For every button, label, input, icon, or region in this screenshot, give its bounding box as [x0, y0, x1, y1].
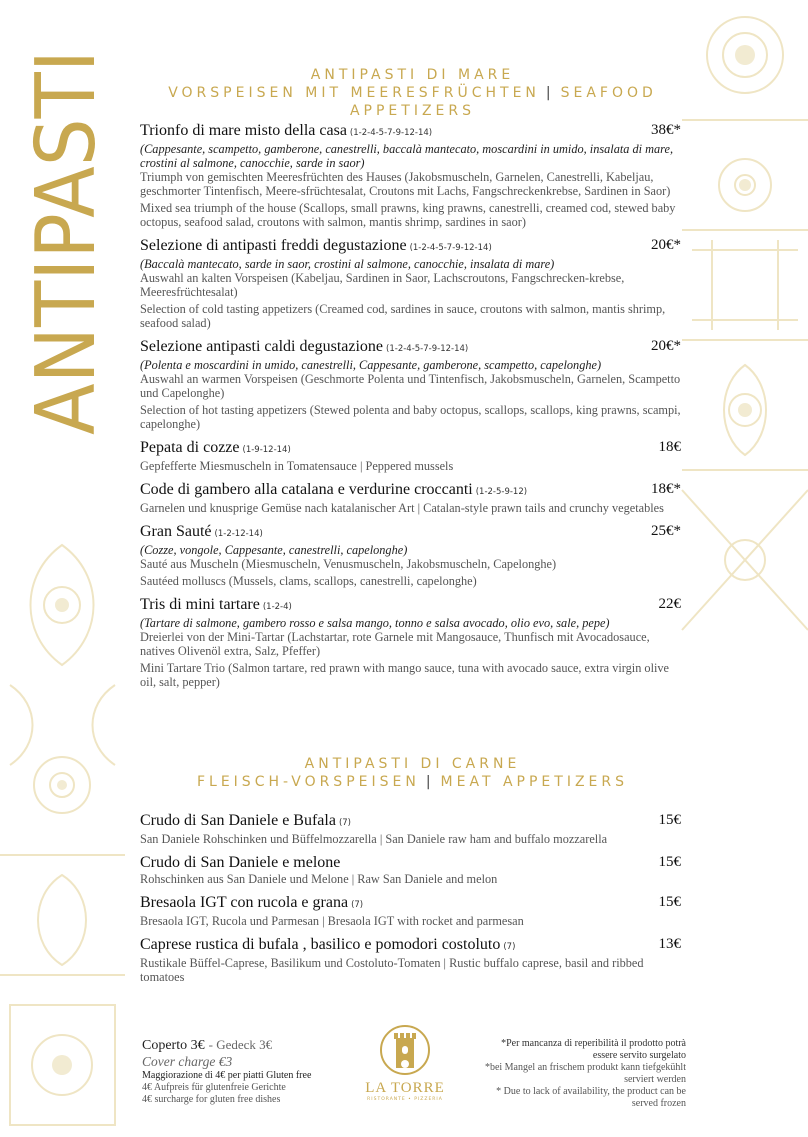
section-title-de-en [140, 84, 685, 120]
item-title-line [140, 894, 681, 914]
item-description-de: Sauté aus Muscheln (Miesmuscheln, Venusmuscheln, Jakobsmuscheln, Capelonghe) [140, 557, 557, 571]
item-name: Crudo di San Daniele e Bufala [140, 812, 336, 829]
separator: | [545, 85, 555, 101]
coperto: Coperto 3€ [142, 1038, 205, 1053]
menu-item [140, 338, 681, 431]
item-title-line [140, 936, 681, 956]
section-title-de: VORSPEISEN MIT MEERESFRÜCHTEN [168, 85, 540, 101]
item-ingredients-it: (Baccalà mantecato, sarde in saor, crostini al salmone, canocchie, insalata di mare) [140, 257, 555, 271]
item-description-de: Bresaola IGT, Rucola und Parmesan | Bresaola IGT with rocket and parmesan [140, 914, 524, 928]
side-title [19, 16, 114, 435]
section-title-en: SEAFOOD APPETIZERS [349, 85, 657, 119]
item-ingredients-it: (Tartare di salmone, gambero rosso e salsa mango, tonno e salsa avocado, olio evo, sale, pepe) [140, 616, 610, 630]
item-allergens: (1-2-4) [262, 602, 292, 612]
item-description-de: Rustikale Büffel-Caprese, Basilikum und Costoluto-Tomaten | Rustic buffalo caprese, basil and ribbed tomatoes [140, 956, 644, 984]
item-description-de: San Daniele Rohschinken und Büffelmozzarella | San Daniele raw ham and buffalo mozzarella [140, 832, 608, 846]
item-title-line [140, 481, 681, 501]
separator: | [425, 774, 435, 790]
menu-item [140, 481, 681, 515]
item-description-de: Gepfefferte Miesmuscheln in Tomatensauce | Peppered mussels [140, 459, 454, 473]
la-torre-logo [362, 1024, 448, 1102]
logo-name: LA TORRE [365, 1080, 445, 1096]
item-description-en: Mixed sea triumph of the house (Scallops, small prawns, king prawns, canestrelli, creamed cod, stewed baby octopus, seafood salad, croutons with salmon, mantis shrimp, sardines in saor) [140, 201, 676, 229]
seafood-menu-list [140, 122, 681, 697]
item-price: 15€ [658, 854, 681, 870]
item-allergens: (1-2-4-5-7-9-12-14) [349, 128, 433, 138]
decorative-ornament-pattern [0, 535, 125, 1135]
gluten-free-en: 4€ surcharge for gluten free dishes [142, 1094, 281, 1105]
item-name: Tris di mini tartare [140, 596, 260, 613]
item-name: Caprese rustica di bufala , basilico e pomodori costoluto [140, 936, 501, 953]
menu-item [140, 854, 681, 886]
section-title-de-en [140, 773, 685, 791]
item-title-line [140, 523, 681, 543]
item-description-de: Triumph von gemischten Meeresfrüchten des Hauses (Jakobsmuscheln, Garnelen, Canestrelli, Kabeljau, geschmorter Tintenfisch, Meere-sfrüchtesalat, Croutons mit Lachs, Fangschreckenkrebse, Sardinen in Saor) [140, 170, 671, 198]
item-name: Gran Sauté [140, 523, 212, 540]
item-price: 15€ [658, 894, 681, 910]
item-name: Code di gambero alla catalana e verdurine croccanti [140, 481, 473, 498]
item-name: Trionfo di mare misto della casa [140, 122, 347, 139]
item-description-de: Garnelen und knusprige Gemüse nach katalanischer Art | Catalan-style prawn tails and crunchy vegetables [140, 501, 664, 515]
item-price: 20€* [651, 338, 681, 354]
item-name: Bresaola IGT con rucola e grana [140, 894, 349, 911]
item-price: 38€* [651, 122, 681, 138]
item-description-en: Sautéed molluscs (Mussels, clams, scallops, canestrelli, capelonghe) [140, 574, 477, 588]
note-it: *Per mancanza di reperibilità il prodotto potrà essere servito surgelato [501, 1038, 686, 1061]
item-allergens: (1-2-4-5-7-9-12-14) [409, 243, 492, 253]
section-title-it: ANTIPASTI DI MARE [310, 67, 515, 83]
item-title-line [140, 237, 681, 257]
item-ingredients-it: (Cozze, vongole, Cappesante, canestrelli, capelonghe) [140, 543, 408, 557]
item-allergens: (1-2-12-14) [214, 529, 263, 539]
item-ingredients-it: (Polenta e moscardini in umido, canestrelli, Cappesante, gamberone, scampetto, capelonghe) [140, 358, 602, 372]
menu-item [140, 936, 681, 984]
note-en: * Due to lack of availability, the product can be served frozen [496, 1086, 686, 1109]
item-description-de: Auswahl an warmen Vorspeisen (Geschmorte Polenta und Tintenfisch, Jakobsmuscheln, Garnelen, Scampetto und Capelonghe) [140, 372, 681, 400]
item-title-line [140, 596, 681, 616]
item-name: Pepata di cozze [140, 439, 240, 456]
item-allergens: (7) [503, 942, 516, 952]
item-allergens: (1-2-5-9-12) [475, 487, 528, 497]
gluten-free-it: Maggiorazione di 4€ per piatti Gluten free [142, 1070, 312, 1081]
item-name: Selezione di antipasti freddi degustazione [140, 237, 407, 254]
item-description-en: Selection of hot tasting appetizers (Stewed polenta and baby octopus, scallops, scallops, king prawns, scampi, capelonghe) [140, 403, 681, 431]
gedeck: - Gedeck 3€ [208, 1037, 273, 1052]
menu-item [140, 812, 681, 846]
item-price: 22€ [658, 596, 681, 612]
section-heading-meat [140, 755, 685, 791]
menu-item [140, 439, 681, 473]
cover-charge-en: Cover charge €3 [142, 1054, 233, 1069]
item-title-line [140, 854, 681, 872]
menu-item [140, 523, 681, 588]
item-description-de: Auswahl an kalten Vorspeisen (Kabeljau, Sardinen in Saor, Lachscroutons, Fangschrecken-krebse, Meeresfrüchtesalat) [140, 271, 625, 299]
gluten-free-de: 4€ Aufpreis für glutenfreie Gerichte [142, 1082, 286, 1093]
decorative-tile-pattern [682, 0, 808, 640]
item-price: 15€ [658, 812, 681, 828]
menu-item [140, 596, 681, 689]
item-title-line [140, 122, 681, 142]
item-ingredients-it: (Cappesante, scampetto, gamberone, canestrelli, baccalà mantecato, moscardini in umido, insalata di mare, crostini al salmone, canocchie, sarde in saor) [140, 142, 674, 170]
item-allergens: (1-9-12-14) [242, 445, 291, 455]
cover-charge-info [142, 1036, 362, 1106]
item-price: 18€* [651, 481, 681, 497]
side-title-text: ANTIPASTI [19, 16, 114, 435]
menu-item [140, 122, 681, 229]
section-heading-seafood [140, 66, 685, 120]
item-price: 13€ [658, 936, 681, 952]
item-price: 18€ [658, 439, 681, 455]
frozen-product-note [476, 1038, 686, 1110]
item-price: 25€* [651, 523, 681, 539]
item-allergens: (7) [338, 818, 351, 828]
menu-item [140, 894, 681, 928]
item-price: 20€* [651, 237, 681, 253]
item-name: Selezione antipasti caldi degustazione [140, 338, 384, 355]
item-title-line [140, 812, 681, 832]
item-allergens: (7) [351, 900, 364, 910]
tower-icon [379, 1024, 431, 1076]
item-description-en: Selection of cold tasting appetizers (Creamed cod, sardines in sauce, croutons with salmon, mantis shrimp, seafood salad) [140, 302, 666, 330]
section-title-de: FLEISCH-VORSPEISEN [196, 774, 420, 790]
section-title-it: ANTIPASTI DI CARNE [304, 756, 521, 772]
item-title-line [140, 439, 681, 459]
note-de: *bei Mangel an frischem produkt kann tiefgekühlt serviert werden [484, 1062, 686, 1085]
item-description-de: Rohschinken aus San Daniele und Melone | Raw San Daniele and melon [140, 872, 498, 886]
item-description-de: Dreierlei von der Mini-Tartar (Lachstartar, rote Garnele mit Mangosauce, Thunfisch mit Avocadosauce, natives Olivenöl extra, Salz, Pfeffer) [140, 630, 650, 658]
menu-item [140, 237, 681, 330]
item-name: Crudo di San Daniele e melone [140, 854, 341, 871]
item-title-line [140, 338, 681, 358]
item-description-en: Mini Tartare Trio (Salmon tartare, red prawn with mango sauce, tuna with avocado sauce, extra virgin olive oil, salt, pepper) [140, 661, 670, 689]
meat-menu-list [140, 812, 681, 992]
item-allergens: (1-2-4-5-7-9-12-14) [386, 344, 469, 354]
logo-subtitle: RISTORANTE • PIZZERIA [367, 1097, 443, 1102]
section-title-en: MEAT APPETIZERS [440, 774, 629, 790]
